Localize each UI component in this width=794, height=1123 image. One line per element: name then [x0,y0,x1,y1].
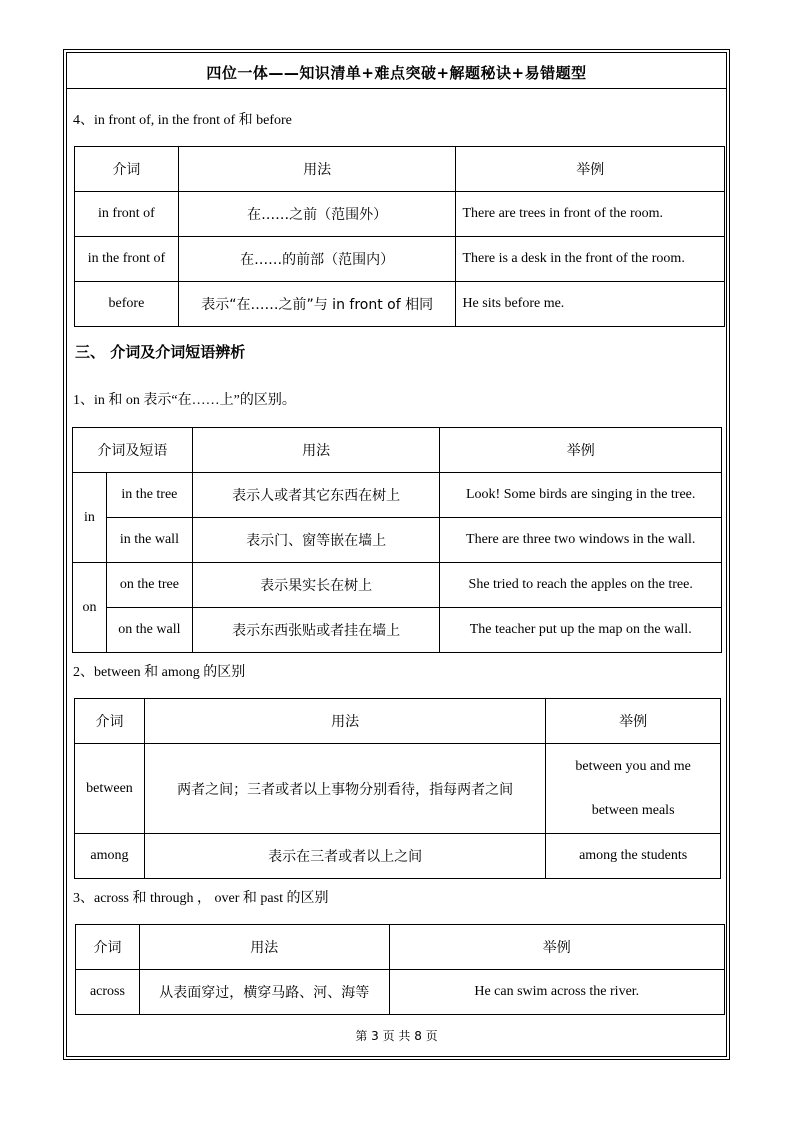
cell-usage: 表示果实长在树上 [192,563,440,608]
cell-usage: 表示在三者或者以上之间 [144,834,545,879]
cell-example: He sits before me. [456,282,725,327]
cell-usage: 两者之间；三者或者以上事物分别看待，指每两者之间 [144,744,545,834]
cell-example: Look! Some birds are singing in the tree. [440,473,722,518]
cell-example: There are trees in front of the room. [456,192,725,237]
cell-word: in front of [75,192,179,237]
table-row [73,563,722,608]
in-on-heading: 1、in 和 on 表示“在……上”的区别。 [73,393,296,408]
cell-example: The teacher put up the map on the wall. [440,608,722,653]
column-header: 举例 [546,699,721,744]
table-row [75,282,725,327]
cell-usage: 从表面穿过，横穿马路、河、海等 [139,970,389,1015]
table-row [73,608,722,653]
cell-phrase: in the wall [106,518,192,563]
cell-usage: 表示“在……之前”与 in front of 相同 [178,282,456,327]
in-front-of-table [74,146,725,327]
table-row [75,834,721,879]
page-number: 第 3 页 共 8 页 [355,1029,438,1043]
example-line: between you and me [575,758,691,774]
group-label-in: in [73,473,107,563]
header-rule [66,88,727,89]
in-front-of-heading: 4、in front of, in the front of 和 before [73,113,292,128]
table-row [75,237,725,282]
in-on-table [72,427,722,653]
column-header: 用法 [139,925,389,970]
cell-phrase: on the tree [106,563,192,608]
cell-example: There are three two windows in the wall. [440,518,722,563]
column-header: 介词 [75,147,179,192]
column-header: 用法 [192,428,440,473]
table-header-row [75,699,721,744]
cell-example: She tried to reach the apples on the tree. [440,563,722,608]
cell-word: among [75,834,145,879]
column-header: 用法 [178,147,456,192]
cell-example: He can swim across the river. [389,970,724,1015]
across-through-heading: 3、across 和 through ， over 和 past 的区别 [73,891,329,906]
table-header-row [75,147,725,192]
table-row [75,744,721,834]
cell-example [546,744,721,834]
cell-word: between [75,744,145,834]
example-line: between meals [591,802,675,818]
column-header: 举例 [389,925,724,970]
column-header: 介词及短语 [73,428,193,473]
cell-usage: 表示门、窗等嵌在墙上 [192,518,440,563]
column-header: 介词 [75,699,145,744]
cell-usage: 在……的前部（范围内） [178,237,456,282]
table-row [73,518,722,563]
table-header-row [73,428,722,473]
table-header-row [76,925,725,970]
cell-example: There is a desk in the front of the room. [456,237,725,282]
page-header-title: 四位一体——知识清单+难点突破+解题秘诀+易错题型 [206,64,587,82]
cell-phrase: in the tree [106,473,192,518]
cell-example: among the students [546,834,721,879]
across-through-table [75,924,725,1015]
cell-word: in the front of [75,237,179,282]
cell-usage: 表示东西张贴或者挂在墙上 [192,608,440,653]
between-among-table [74,698,721,879]
cell-word: before [75,282,179,327]
column-header: 举例 [456,147,725,192]
table-row [73,473,722,518]
section-heading: 三、 介词及介词短语辨析 [75,343,246,361]
column-header: 介词 [76,925,140,970]
column-header: 用法 [144,699,545,744]
column-header: 举例 [440,428,722,473]
table-row [76,970,725,1015]
cell-usage: 在……之前（范围外） [178,192,456,237]
table-row [75,192,725,237]
cell-word: across [76,970,140,1015]
cell-phrase: on the wall [106,608,192,653]
cell-usage: 表示人或者其它东西在树上 [192,473,440,518]
group-label-on: on [73,563,107,653]
between-among-heading: 2、between 和 among 的区别 [73,665,246,680]
